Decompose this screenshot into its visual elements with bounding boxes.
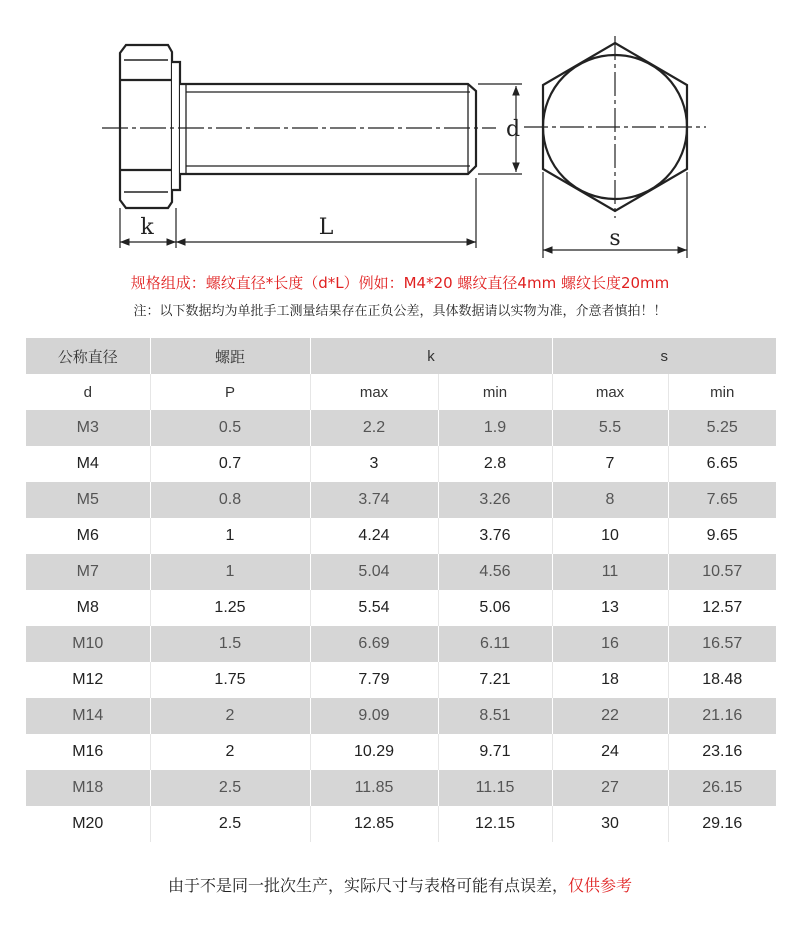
cell-s-max: 10: [552, 518, 668, 554]
cell-k-max: 12.85: [310, 806, 438, 842]
cell-k-max: 5.54: [310, 590, 438, 626]
footer-disclaimer: [0, 873, 800, 896]
cell-pitch: 2: [150, 734, 310, 770]
cell-pitch: 1: [150, 554, 310, 590]
cell-k-min: 3.26: [438, 482, 552, 518]
subheader-s-min: min: [668, 374, 776, 410]
table-row: [26, 410, 776, 446]
cell-k-min: 2.8: [438, 446, 552, 482]
cell-d: M18: [26, 770, 150, 806]
cell-k-min: 12.15: [438, 806, 552, 842]
cell-d: M7: [26, 554, 150, 590]
cell-s-max: 24: [552, 734, 668, 770]
cell-s-min: 9.65: [668, 518, 776, 554]
cell-d: M5: [26, 482, 150, 518]
cell-s-min: 18.48: [668, 662, 776, 698]
cell-d: M8: [26, 590, 150, 626]
bolt-side-view: [120, 45, 476, 208]
cell-pitch: 0.8: [150, 482, 310, 518]
header-pitch: 螺距: [150, 338, 310, 374]
cell-d: M4: [26, 446, 150, 482]
cell-d: M20: [26, 806, 150, 842]
cell-s-max: 13: [552, 590, 668, 626]
table-row: [26, 482, 776, 518]
table-row: [26, 698, 776, 734]
cell-k-max: 2.2: [310, 410, 438, 446]
table-row: [26, 446, 776, 482]
table-subheader-row: [26, 374, 776, 410]
cell-s-min: 29.16: [668, 806, 776, 842]
cell-pitch: 0.7: [150, 446, 310, 482]
dim-label-L: L: [318, 215, 334, 240]
cell-s-min: 10.57: [668, 554, 776, 590]
header-s: s: [552, 338, 776, 374]
header-k: k: [310, 338, 552, 374]
cell-d: M6: [26, 518, 150, 554]
cell-s-max: 27: [552, 770, 668, 806]
cell-s-min: 12.57: [668, 590, 776, 626]
cell-s-min: 5.25: [668, 410, 776, 446]
cell-d: M12: [26, 662, 150, 698]
cell-k-min: 5.06: [438, 590, 552, 626]
cell-s-max: 11: [552, 554, 668, 590]
cell-pitch: 1.25: [150, 590, 310, 626]
cell-s-max: 7: [552, 446, 668, 482]
cell-d: M14: [26, 698, 150, 734]
cell-k-min: 11.15: [438, 770, 552, 806]
cell-k-max: 6.69: [310, 626, 438, 662]
dim-label-k: k: [140, 215, 154, 240]
dim-label-d: d: [505, 117, 521, 142]
spec-table: [26, 338, 776, 842]
cell-s-min: 21.16: [668, 698, 776, 734]
cell-k-max: 7.79: [310, 662, 438, 698]
cell-s-min: 7.65: [668, 482, 776, 518]
subheader-k-max: max: [310, 374, 438, 410]
cell-pitch: 2.5: [150, 770, 310, 806]
subheader-s-max: max: [552, 374, 668, 410]
cell-k-max: 3.74: [310, 482, 438, 518]
cell-k-min: 1.9: [438, 410, 552, 446]
measurement-note: 注：以下数据均为单批手工测量结果存在正负公差，具体数据请以实物为准，介意者慎拍！！: [133, 304, 667, 319]
cell-s-max: 22: [552, 698, 668, 734]
cell-pitch: 2: [150, 698, 310, 734]
table-row: [26, 734, 776, 770]
cell-s-max: 16: [552, 626, 668, 662]
table-row: [26, 590, 776, 626]
cell-k-max: 10.29: [310, 734, 438, 770]
spec-description: 规格组成：螺纹直径*长度（d*L）例如：M4*20 螺纹直径4mm 螺纹长度20mm: [130, 274, 670, 292]
bolt-diagram: [0, 0, 800, 268]
cell-k-min: 6.11: [438, 626, 552, 662]
cell-k-min: 4.56: [438, 554, 552, 590]
cell-s-max: 8: [552, 482, 668, 518]
cell-d: M16: [26, 734, 150, 770]
cell-pitch: 1.75: [150, 662, 310, 698]
table-row: [26, 662, 776, 698]
cell-pitch: 0.5: [150, 410, 310, 446]
cell-s-max: 30: [552, 806, 668, 842]
subheader-k-min: min: [438, 374, 552, 410]
cell-k-max: 3: [310, 446, 438, 482]
cell-k-min: 3.76: [438, 518, 552, 554]
cell-k-max: 9.09: [310, 698, 438, 734]
cell-s-min: 6.65: [668, 446, 776, 482]
cell-pitch: 2.5: [150, 806, 310, 842]
table-row: [26, 518, 776, 554]
cell-s-max: 5.5: [552, 410, 668, 446]
subheader-d: d: [26, 374, 150, 410]
cell-s-min: 23.16: [668, 734, 776, 770]
cell-k-max: 4.24: [310, 518, 438, 554]
table-row: [26, 626, 776, 662]
subheader-p: P: [150, 374, 310, 410]
cell-k-min: 7.21: [438, 662, 552, 698]
footer-text: 由于不是同一批次生产，实际尺寸与表格可能有点误差，: [167, 876, 568, 895]
cell-s-min: 26.15: [668, 770, 776, 806]
cell-k-max: 11.85: [310, 770, 438, 806]
cell-s-min: 16.57: [668, 626, 776, 662]
dim-label-s: s: [609, 226, 621, 251]
cell-s-max: 18: [552, 662, 668, 698]
cell-d: M3: [26, 410, 150, 446]
cell-d: M10: [26, 626, 150, 662]
footer-highlight: 仅供参考: [568, 876, 633, 895]
cell-pitch: 1.5: [150, 626, 310, 662]
cell-k-min: 9.71: [438, 734, 552, 770]
table-header-row: [26, 338, 776, 374]
table-row: [26, 770, 776, 806]
cell-pitch: 1: [150, 518, 310, 554]
table-row: [26, 806, 776, 842]
header-nominal-diameter: 公称直径: [26, 338, 150, 374]
table-row: [26, 554, 776, 590]
cell-k-min: 8.51: [438, 698, 552, 734]
cell-k-max: 5.04: [310, 554, 438, 590]
